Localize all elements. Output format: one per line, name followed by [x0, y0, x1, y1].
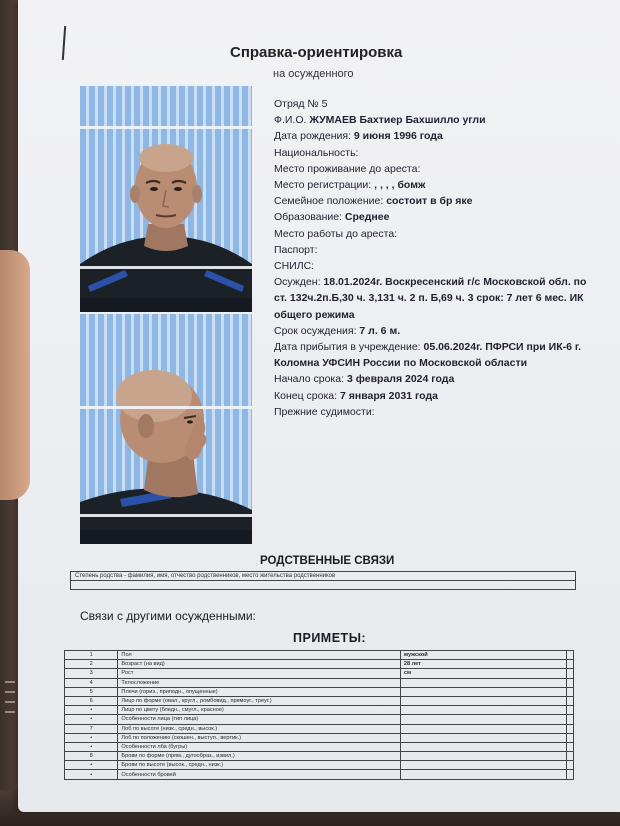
personal-info: [274, 96, 594, 420]
profile-photo: [80, 314, 252, 544]
signs-row: [65, 660, 574, 669]
signs-row-number: 5: [65, 687, 118, 696]
family-value: состоит в бр яке: [386, 195, 473, 208]
convicted-value: 18.01.2024г. Воскресенский г/с Московской обл. по ст. 132ч.2п.Б,30 ч. 3,131 ч. 2 п. Б,69 ч. 3 срок: 7 лет 6 мес. ИК общего режима: [274, 276, 587, 321]
end-label: Конец срока:: [274, 389, 338, 402]
signs-row-feature: Пол: [118, 651, 400, 660]
residence-label: Место проживание до ареста:: [274, 162, 421, 175]
scan-line: [80, 514, 252, 517]
signs-row-value: [400, 733, 566, 742]
holding-finger: [0, 250, 30, 500]
signs-row-value: [400, 742, 566, 751]
signs-row-number: •: [65, 706, 118, 715]
signs-row-extra: [566, 669, 573, 678]
convicted-line: [274, 274, 594, 323]
signs-row: [65, 651, 574, 660]
education-line: [274, 209, 594, 225]
signs-row-number: 2: [65, 660, 118, 669]
signs-table: [64, 650, 574, 780]
signs-row-number: 4: [65, 678, 118, 687]
signs-title: ПРИМЕТЫ:: [293, 631, 367, 645]
signs-row-feature: Плечи (гориз., приподн., опущенные): [118, 687, 400, 696]
signs-row: [65, 669, 574, 678]
signs-row-extra: [566, 651, 573, 660]
signs-row-feature: Лоб по высоте (низк., средн., высок.): [118, 724, 400, 733]
signs-row-feature: Особенности лба (бугры): [118, 742, 400, 751]
convicted-label: Осужден:: [274, 276, 321, 289]
relations-header: Степень родства - фамилия, имя, отчество родственников, место жительства родственников: [71, 572, 576, 581]
links-label: Связи с другими осужденными:: [80, 609, 256, 623]
signs-row-extra: [566, 742, 573, 751]
front-photo: [80, 86, 252, 312]
signs-row: [65, 742, 574, 751]
signs-row-value: [400, 706, 566, 715]
signs-row-extra: [566, 752, 573, 761]
scan-line: [80, 126, 252, 129]
signs-row-feature: Лицо по форме (овал., кругл., ромбовид., прямоуг., треуг.): [118, 696, 400, 705]
term-line: [274, 323, 594, 339]
relations-empty-cell: [71, 581, 576, 590]
signs-row-value: [400, 696, 566, 705]
arrival-label: Дата прибытия в учреждение:: [274, 341, 421, 354]
unit-line: Отряд № 5: [274, 98, 328, 110]
name-line: [274, 112, 594, 128]
registration-value: , , , , бомж: [374, 179, 426, 192]
relations-empty-row: [71, 581, 576, 590]
signs-row-value: 28 лет: [400, 660, 566, 669]
signs-row-feature: Телосложение: [118, 678, 400, 687]
document-title: Справка-ориентировка: [230, 44, 403, 61]
signs-row-number: 8: [65, 752, 118, 761]
signs-row-extra: [566, 706, 573, 715]
signs-row-extra: [566, 660, 573, 669]
work-line: [274, 226, 594, 242]
signs-row-number: •: [65, 770, 118, 779]
nationality-line: [274, 145, 594, 161]
signs-row: [65, 770, 574, 779]
margin-marks: [3, 678, 17, 718]
signs-row-feature: Возраст (на вид): [118, 660, 400, 669]
snils-label: СНИЛС:: [274, 260, 315, 273]
signs-row: [65, 678, 574, 687]
signs-row-extra: [566, 733, 573, 742]
signs-row: [65, 761, 574, 770]
scan-line: [80, 406, 252, 409]
signs-row-number: •: [65, 733, 118, 742]
start-label: Начало срока:: [274, 373, 345, 386]
signs-row-value: см: [400, 669, 566, 678]
relations-header-row: [71, 572, 576, 581]
signs-row-number: •: [65, 761, 118, 770]
registration-line: [274, 177, 594, 193]
signs-row-number: •: [65, 742, 118, 751]
signs-row-extra: [566, 678, 573, 687]
signs-row-value: мужской: [400, 651, 566, 660]
signs-row-value: [400, 715, 566, 724]
signs-row-value: [400, 761, 566, 770]
signs-row: [65, 696, 574, 705]
family-line: [274, 193, 594, 209]
document-subtitle: на осужденного: [273, 68, 354, 80]
dob-label: Дата рождения:: [274, 130, 351, 143]
signs-row-feature: Брови по форме (прям., дугообраз., извил.): [118, 752, 400, 761]
signs-row-number: 3: [65, 669, 118, 678]
signs-row-feature: Рост: [118, 669, 400, 678]
arrival-line: [274, 339, 594, 371]
signs-row-number: 1: [65, 651, 118, 660]
snils-line: [274, 258, 594, 274]
family-label: Семейное положение:: [274, 195, 384, 208]
priors-label: Прежние судимости:: [274, 405, 375, 418]
signs-row-feature: Лоб по положению (скошен., выступ., вертик.): [118, 733, 400, 742]
signs-row: [65, 724, 574, 733]
signs-row-feature: Брови по высоте (высок., средн., низк.): [118, 761, 400, 770]
signs-row-extra: [566, 687, 573, 696]
signs-row-number: •: [65, 715, 118, 724]
end-line: [274, 388, 594, 404]
start-line: [274, 371, 594, 387]
signs-row-value: [400, 724, 566, 733]
signs-row-extra: [566, 761, 573, 770]
signs-row: [65, 706, 574, 715]
profile-portrait-figure: [80, 314, 252, 544]
signs-row-value: [400, 752, 566, 761]
term-label: Срок осуждения:: [274, 324, 357, 337]
signs-row: [65, 687, 574, 696]
front-portrait-figure: [80, 86, 252, 312]
start-value: 3 февраля 2024 года: [346, 373, 455, 386]
signs-row: [65, 715, 574, 724]
dob-line: [274, 128, 594, 144]
signs-row-number: 6: [65, 696, 118, 705]
signs-row-number: 7: [65, 724, 118, 733]
signs-row-extra: [566, 724, 573, 733]
signs-row-feature: Особенности бровей: [118, 770, 400, 779]
dob-value: 9 июня 1996 года: [353, 130, 443, 143]
signs-row-value: [400, 687, 566, 696]
term-value: 7 л. 6 м.: [359, 324, 401, 337]
name-label: Ф.И.О.: [274, 114, 307, 127]
signs-row-extra: [566, 770, 573, 779]
signs-row: [65, 733, 574, 742]
work-label: Место работы до ареста:: [274, 227, 398, 240]
end-value: 7 января 2031 года: [339, 389, 438, 402]
signs-row-value: [400, 678, 566, 687]
signs-row-value: [400, 770, 566, 779]
residence-line: [274, 161, 594, 177]
relations-title: РОДСТВЕННЫЕ СВЯЗИ: [260, 555, 395, 567]
education-value: Среднее: [344, 211, 390, 224]
priors-line: [274, 404, 594, 420]
signs-row-feature: Особенности лица (тип лица): [118, 715, 400, 724]
signs-row-extra: [566, 715, 573, 724]
arrival-value: 05.06.2024г. ПФРСИ при ИК-6 г. Коломна УФСИН России по Московской области: [274, 341, 582, 370]
relations-table: [70, 571, 576, 590]
nationality-label: Национальность:: [274, 146, 359, 159]
registration-label: Место регистрации:: [274, 179, 372, 192]
education-label: Образование:: [274, 211, 342, 224]
signs-row: [65, 752, 574, 761]
name-value: ЖУМАЕВ Бахтиер Бахшилло угли: [309, 114, 486, 127]
passport-line: [274, 242, 594, 258]
passport-label: Паспорт:: [274, 243, 318, 256]
scan-line: [80, 266, 252, 269]
signs-row-feature: Лицо по цвету (бледн., смугл., красное): [118, 706, 400, 715]
signs-row-extra: [566, 696, 573, 705]
